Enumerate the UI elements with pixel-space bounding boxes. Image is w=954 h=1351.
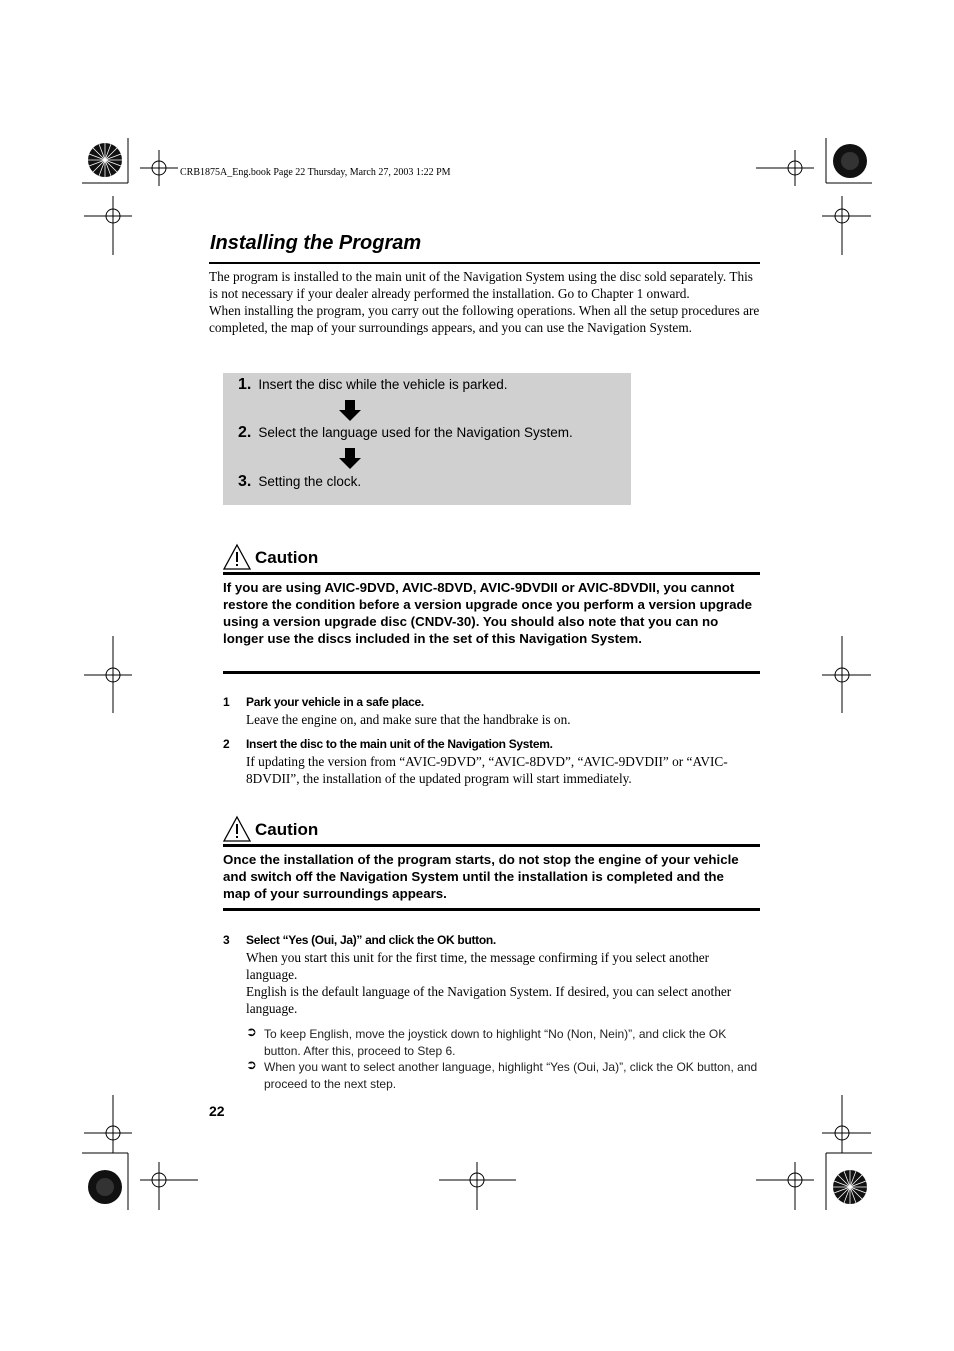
registration-mark [822,636,871,713]
caution-rule-bottom [223,908,760,911]
step-text: Select the language used for the Navigation System. [258,425,573,440]
intro-paragraph-2: When installing the program, you carry out the following operations. When all the setup procedures are completed, the map of your surroundings appears, and you can use the Navigation System. [209,303,760,335]
item-body-paragraph: When you start this unit for the first time, the message confirming if you select another language. [246,950,710,982]
intro-paragraph-1: The program is installed to the main unit of the Navigation System using the disc sold separately. This is not necessary if your dealer already performed the installation. Go to Chapter 1 onward. [209,269,753,301]
step-2 [238,424,573,442]
item-body [246,949,761,1017]
warning-triangle-icon [222,815,252,843]
note-text: To keep English, move the joystick down to highlight “No (Non, Nein)”, and click the OK button. After this, proceed to Step 6. [264,1027,727,1058]
registration-mark [84,636,132,713]
item-heading: Park your vehicle in a safe place. [246,695,424,709]
item-number: 2 [223,737,230,751]
registration-mark [756,1162,814,1210]
step-text: Setting the clock. [258,474,362,489]
caution-rule-bottom [223,671,760,674]
hook-arrow-icon: ➲ [246,1025,257,1040]
step-3 [238,473,361,491]
down-arrow-icon [338,448,362,470]
step-number: 3. [238,473,252,490]
title-rule [209,262,760,264]
item-body: Leave the engine on, and make sure that the handbrake is on. [246,712,571,727]
caution-text-1: If you are using AVIC-9DVD, AVIC-8DVD, AVIC-9DVDII or AVIC-8DVDII, you cannot restore the condition before a version upgrade once you perform a version upgrade using a version upgrade disc (CNDV-30). You should also note that you can no longer use the discs included in the set of this Navigation System. [223,580,753,646]
starburst-mark-top-left [88,143,122,177]
registration-mark [822,1095,871,1153]
item-body: If updating the version from “AVIC-9DVD”, “AVIC-8DVD”, “AVIC-9DVDII” or “AVIC-8DVDII”, the installation of the updated program will start immediately. [246,754,728,786]
registration-mark [84,196,132,255]
page-title: Installing the Program [210,232,422,254]
caution-text-2: Once the installation of the program starts, do not stop the engine of your vehicle and switch off the Navigation System until the installation is completed and the map of your surroundings appears. [223,852,739,901]
item-number: 3 [223,933,230,947]
steps-box [223,373,631,505]
registration-mark [140,1162,198,1210]
caution-heading-1: Caution [255,548,319,567]
starburst-mark-bottom-left [88,1170,122,1204]
hook-arrow-icon: ➲ [246,1058,257,1073]
note-text: When you want to select another language, highlight “Yes (Oui, Ja)”, click the OK button, and proceed to the next step. [264,1060,758,1091]
caution-rule-top [223,572,760,575]
item-heading: Select “Yes (Oui, Ja)” and click the OK button. [246,933,496,947]
registration-mark [439,1162,516,1210]
down-arrow-icon [338,400,362,422]
registration-mark [822,196,871,255]
step-1 [238,376,507,394]
item-body-paragraph: English is the default language of the Navigation System. If desired, you can select another language. [246,984,732,1016]
registration-mark [140,150,178,186]
book-info-header: CRB1875A_Eng.book Page 22 Thursday, March 27, 2003 1:22 PM [180,167,451,178]
registration-mark [756,150,814,186]
caution-rule-top [223,844,760,847]
starburst-mark-top-right [833,144,867,178]
caution-heading-2: Caution [255,820,319,839]
step-number: 1. [238,376,252,393]
step-text: Insert the disc while the vehicle is parked. [258,377,508,392]
page-number: 22 [209,1103,225,1119]
intro-text [209,268,761,336]
item-number: 1 [223,695,230,709]
starburst-mark-bottom-right [833,1170,867,1204]
item-heading: Insert the disc to the main unit of the Navigation System. [246,737,553,751]
registration-mark [84,1095,132,1153]
step-number: 2. [238,424,252,441]
warning-triangle-icon [222,543,252,571]
